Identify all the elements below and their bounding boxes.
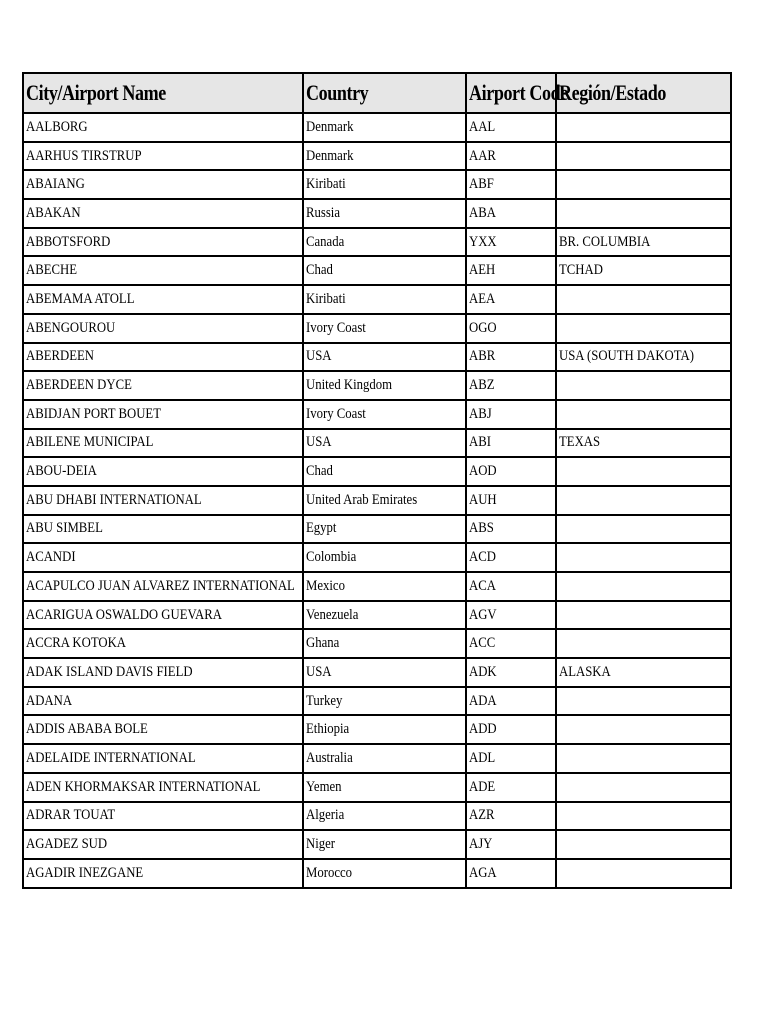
table-row (23, 170, 731, 199)
header-airport-code: Airport Code (466, 73, 556, 113)
country-cell: Niger (303, 830, 466, 859)
country-cell: USA (303, 343, 466, 372)
table-row (23, 629, 731, 658)
country-cell: Mexico (303, 572, 466, 601)
country-cell: USA (303, 658, 466, 687)
table-row (23, 802, 731, 831)
country-cell: Colombia (303, 543, 466, 572)
region-cell (556, 859, 731, 888)
region-cell (556, 170, 731, 199)
city-cell: ABAIANG (23, 170, 303, 199)
airport-code-cell: ADK (466, 658, 556, 687)
city-cell: ABIDJAN PORT BOUET (23, 400, 303, 429)
table-row (23, 343, 731, 372)
country-cell: Canada (303, 228, 466, 257)
country-cell: United Kingdom (303, 371, 466, 400)
region-cell (556, 715, 731, 744)
airport-code-cell: ABR (466, 343, 556, 372)
header-country: Country (303, 73, 466, 113)
region-cell: BR. COLUMBIA (556, 228, 731, 257)
region-cell (556, 830, 731, 859)
region-cell (556, 629, 731, 658)
airport-code-cell: AEA (466, 285, 556, 314)
city-cell: ACCRA KOTOKA (23, 629, 303, 658)
region-cell (556, 802, 731, 831)
country-cell: Kiribati (303, 285, 466, 314)
airport-code-cell: ABZ (466, 371, 556, 400)
header-row (23, 73, 731, 113)
city-cell: ABU SIMBEL (23, 515, 303, 544)
airport-code-cell: AAR (466, 142, 556, 171)
header-region: Región/Estado (556, 73, 731, 113)
airport-code-cell: ADA (466, 687, 556, 716)
city-cell: ABEMAMA ATOLL (23, 285, 303, 314)
airport-code-cell: ABF (466, 170, 556, 199)
country-cell: Chad (303, 457, 466, 486)
region-cell (556, 515, 731, 544)
airport-code-cell: ABA (466, 199, 556, 228)
country-cell: USA (303, 429, 466, 458)
airport-code-cell: AOD (466, 457, 556, 486)
country-cell: Ivory Coast (303, 314, 466, 343)
city-cell: ACANDI (23, 543, 303, 572)
city-cell: ABENGOUROU (23, 314, 303, 343)
region-cell (556, 773, 731, 802)
table-row (23, 515, 731, 544)
table-row (23, 457, 731, 486)
region-cell (556, 572, 731, 601)
city-cell: ADDIS ABABA BOLE (23, 715, 303, 744)
airport-code-cell: YXX (466, 228, 556, 257)
region-cell (556, 199, 731, 228)
table-row (23, 543, 731, 572)
country-cell: Denmark (303, 142, 466, 171)
city-cell: ADANA (23, 687, 303, 716)
airport-code-cell: ACD (466, 543, 556, 572)
airport-code-cell: AUH (466, 486, 556, 515)
airport-code-cell: AAL (466, 113, 556, 142)
airport-code-cell: ABI (466, 429, 556, 458)
region-cell (556, 744, 731, 773)
city-cell: ABERDEEN DYCE (23, 371, 303, 400)
city-cell: ADELAIDE INTERNATIONAL (23, 744, 303, 773)
region-cell (556, 285, 731, 314)
region-cell (556, 486, 731, 515)
airport-code-cell: ADD (466, 715, 556, 744)
airport-code-cell: ADL (466, 744, 556, 773)
region-cell (556, 371, 731, 400)
table-row (23, 572, 731, 601)
airport-code-cell: AGV (466, 601, 556, 630)
country-cell: Denmark (303, 113, 466, 142)
city-cell: ABILENE MUNICIPAL (23, 429, 303, 458)
city-cell: ABU DHABI INTERNATIONAL (23, 486, 303, 515)
airport-code-cell: AEH (466, 256, 556, 285)
city-cell: ADAK ISLAND DAVIS FIELD (23, 658, 303, 687)
airport-code-cell: ABS (466, 515, 556, 544)
country-cell: Yemen (303, 773, 466, 802)
airport-code-cell: AZR (466, 802, 556, 831)
city-cell: ABOU-DEIA (23, 457, 303, 486)
table-row (23, 859, 731, 888)
region-cell: USA (SOUTH DAKOTA) (556, 343, 731, 372)
table-row (23, 285, 731, 314)
table-row (23, 199, 731, 228)
table-row (23, 687, 731, 716)
airport-code-cell: ACA (466, 572, 556, 601)
table-row (23, 601, 731, 630)
table-row (23, 429, 731, 458)
header-city: City/Airport Name (23, 73, 303, 113)
country-cell: United Arab Emirates (303, 486, 466, 515)
region-cell (556, 314, 731, 343)
table-row (23, 314, 731, 343)
table-row (23, 113, 731, 142)
airport-code-cell: AGA (466, 859, 556, 888)
table-row (23, 256, 731, 285)
city-cell: ADRAR TOUAT (23, 802, 303, 831)
table-row (23, 142, 731, 171)
city-cell: ABECHE (23, 256, 303, 285)
city-cell: ADEN KHORMAKSAR INTERNATIONAL (23, 773, 303, 802)
country-cell: Ivory Coast (303, 400, 466, 429)
city-cell: AARHUS TIRSTRUP (23, 142, 303, 171)
airport-code-cell: ACC (466, 629, 556, 658)
city-cell: ABBOTSFORD (23, 228, 303, 257)
table-row (23, 773, 731, 802)
region-cell: ALASKA (556, 658, 731, 687)
table-row (23, 228, 731, 257)
table-row (23, 400, 731, 429)
city-cell: ABERDEEN (23, 343, 303, 372)
country-cell: Algeria (303, 802, 466, 831)
region-cell (556, 543, 731, 572)
country-cell: Morocco (303, 859, 466, 888)
region-cell (556, 687, 731, 716)
table-row (23, 486, 731, 515)
country-cell: Turkey (303, 687, 466, 716)
airport-code-cell: ADE (466, 773, 556, 802)
city-cell: AGADIR INEZGANE (23, 859, 303, 888)
country-cell: Chad (303, 256, 466, 285)
airport-code-cell: AJY (466, 830, 556, 859)
region-cell (556, 601, 731, 630)
country-cell: Kiribati (303, 170, 466, 199)
region-cell (556, 113, 731, 142)
region-cell: TEXAS (556, 429, 731, 458)
country-cell: Australia (303, 744, 466, 773)
city-cell: ABAKAN (23, 199, 303, 228)
region-cell: TCHAD (556, 256, 731, 285)
region-cell (556, 457, 731, 486)
table-row (23, 658, 731, 687)
region-cell (556, 142, 731, 171)
airport-code-cell: ABJ (466, 400, 556, 429)
city-cell: AGADEZ SUD (23, 830, 303, 859)
airport-code-cell: OGO (466, 314, 556, 343)
airport-table (22, 72, 732, 889)
table-row (23, 744, 731, 773)
country-cell: Venezuela (303, 601, 466, 630)
country-cell: Ghana (303, 629, 466, 658)
country-cell: Ethiopia (303, 715, 466, 744)
city-cell: ACARIGUA OSWALDO GUEVARA (23, 601, 303, 630)
country-cell: Russia (303, 199, 466, 228)
table-row (23, 371, 731, 400)
table-row (23, 830, 731, 859)
table-row (23, 715, 731, 744)
country-cell: Egypt (303, 515, 466, 544)
city-cell: ACAPULCO JUAN ALVAREZ INTERNATIONAL (23, 572, 303, 601)
city-cell: AALBORG (23, 113, 303, 142)
region-cell (556, 400, 731, 429)
